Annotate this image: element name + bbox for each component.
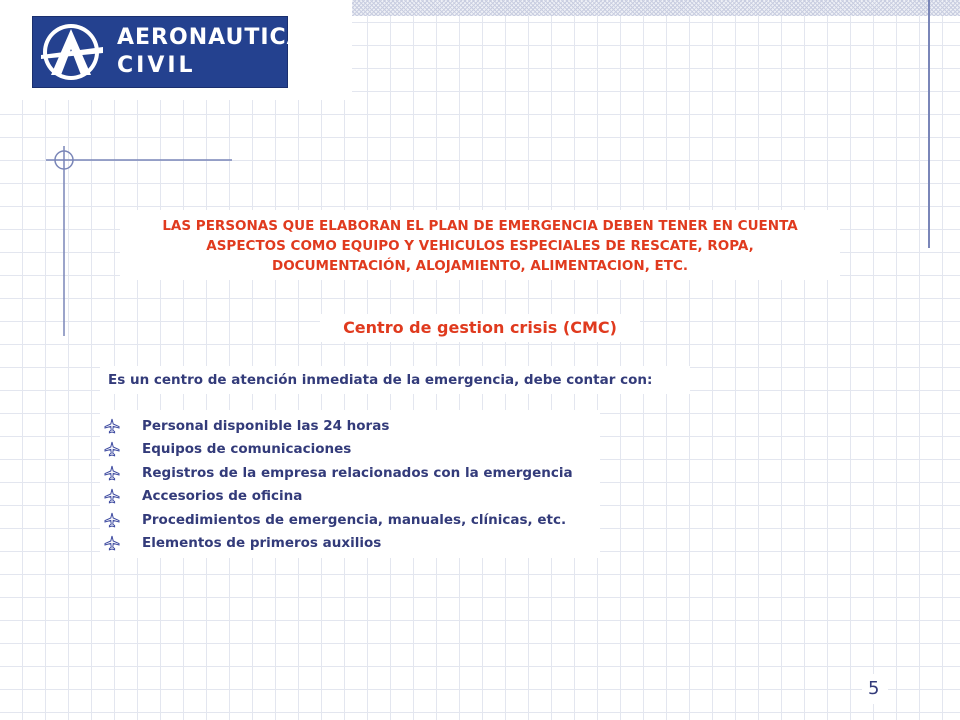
list-item [104, 461, 573, 485]
bullet-text: Elementos de primeros auxilios [142, 535, 382, 552]
intro-line: LAS PERSONAS QUE ELABORAN EL PLAN DE EMERGENCIA DEBEN TENER EN CUENTA [162, 218, 798, 234]
right-vertical-rule [928, 0, 930, 248]
section-heading: Centro de gestion crisis (CMC) [343, 318, 617, 337]
airplane-icon [104, 441, 120, 457]
logo-line1: AERONAUTICA [117, 25, 305, 50]
bullet-text: Accesorios de oficina [142, 488, 303, 505]
intro-line: ASPECTOS COMO EQUIPO Y VEHICULOS ESPECIALES DE RESCATE, ROPA, [206, 238, 754, 254]
bullet-text: Personal disponible las 24 horas [142, 417, 390, 434]
bullet-text: Equipos de comunicaciones [142, 441, 352, 458]
list-item [104, 485, 573, 509]
bullet-text: Procedimientos de emergencia, manuales, clínicas, etc. [142, 511, 567, 528]
top-decorative-strip [352, 0, 960, 16]
airplane-icon [104, 488, 120, 504]
airplane-icon [104, 418, 120, 434]
logo-line2: CIVIL [117, 53, 196, 78]
list-item [104, 438, 573, 462]
bullet-list [104, 414, 573, 555]
airplane-icon [104, 535, 120, 551]
intro-paragraph [120, 216, 840, 276]
intro-line: DOCUMENTACIÓN, ALOJAMIENTO, ALIMENTACION, ETC. [272, 258, 688, 274]
list-item [104, 532, 573, 556]
airplane-icon [104, 465, 120, 481]
airplane-icon [104, 512, 120, 528]
list-item [104, 508, 573, 532]
page-number: 5 [868, 678, 880, 699]
bullet-text: Registros de la empresa relacionados con la emergencia [142, 464, 573, 481]
list-item [104, 414, 573, 438]
airplane-a-logo-icon [37, 21, 109, 83]
lead-text: Es un centro de atención inmediata de la emergencia, debe contar con: [108, 372, 653, 388]
aeronautica-civil-logo [32, 16, 305, 88]
